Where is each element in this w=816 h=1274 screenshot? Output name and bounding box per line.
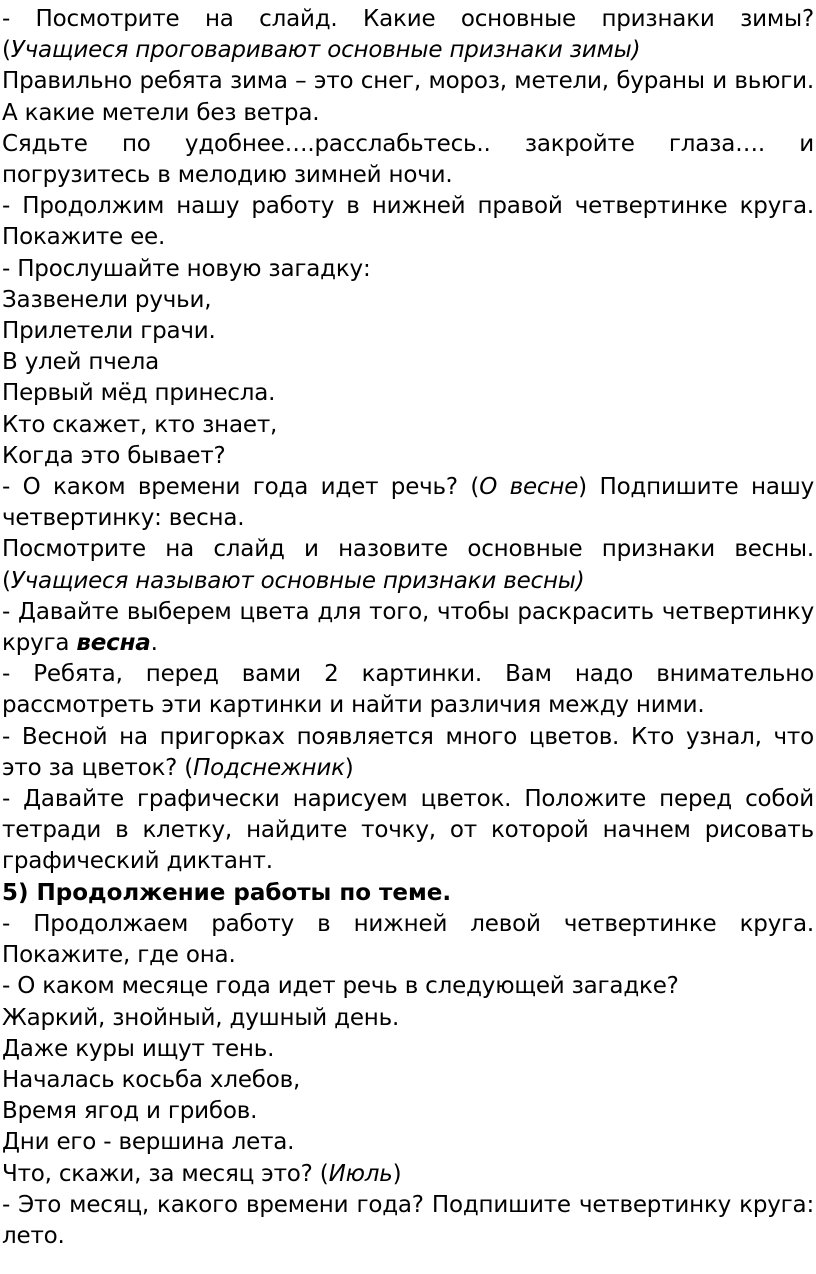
italic-answer: Подснежник: [193, 754, 345, 781]
italic-note: Учащиеся проговаривают основные признаки зимы): [10, 37, 641, 64]
section-heading: 5) Продолжение работы по теме.: [2, 879, 452, 906]
paragraph-graphic-dictation: - Давайте графически нарисуем цветок. Положите перед собой тетради в клетку, найдите точку, от которой начнем рисовать графический диктант.: [2, 786, 814, 875]
paragraph-lower-right-quarter: - Продолжим нашу работу в нижней правой четвертинке круга. Покажите ее.: [2, 193, 814, 251]
riddle-line: Прилетели грачи.: [2, 318, 216, 345]
bold-italic-word: весна: [76, 630, 151, 657]
riddle-line: Зазвенели ручьи,: [2, 286, 212, 313]
paragraph-summer: - Это месяц, какого времени года? Подпишите четвертинку круга: лето.: [2, 1191, 814, 1249]
paragraph-spring-question: - О каком времени года идет речь? (О весне) Подпишите нашу четвертинку: весна.: [2, 474, 814, 532]
riddle-line: В улей пчела: [2, 349, 159, 376]
paragraph-lower-left-quarter: - Продолжаем работу в нижней левой четвертинке круга. Покажите, где она.: [2, 910, 814, 969]
riddle-line: Началась косьба хлебов,: [2, 1066, 301, 1093]
riddle-line: Даже куры ищут тень.: [2, 1035, 275, 1062]
paragraph-spring-signs: Посмотрите на слайд и назовите основные признаки весны. (Учащиеся называют основные признаки весны): [2, 536, 814, 594]
italic-note: Учащиеся называют основные признаки весны): [10, 567, 585, 594]
paragraph-winter-answer: Правильно ребята зима – это снег, мороз, метели, бураны и вьюги. А какие метели без ветра.: [2, 68, 814, 126]
paragraph-spring-colors: - Давайте выберем цвета для того, чтобы раскрасить четвертинку круга весна.: [2, 598, 814, 657]
riddle-line: Время ягод и грибов.: [2, 1098, 258, 1125]
riddle-line: Когда это бывает?: [2, 442, 226, 469]
riddle-line: Дни его - вершина лета.: [2, 1129, 295, 1156]
italic-answer: Июль: [328, 1160, 393, 1187]
riddle-line-answer: Что, скажи, за месяц это? (Июль): [2, 1160, 402, 1187]
italic-answer: О весне: [479, 474, 579, 501]
paragraph-two-pictures: - Ребята, перед вами 2 картинки. Вам надо внимательно рассмотреть эти картинки и найти различия между ними.: [2, 661, 814, 719]
paragraph-month-question: - О каком месяце года идет речь в следующей загадке?: [2, 973, 679, 1000]
riddle-line: Кто скажет, кто знает,: [2, 411, 278, 438]
paragraph-winter-signs: - Посмотрите на слайд. Какие основные признаки зимы? (Учащиеся проговаривают основные признаки зимы): [2, 6, 814, 64]
paragraph-relax: Сядьте по удобнее….расслабьтесь.. закройте глаза…. и погрузитесь в мелодию зимней ночи.: [2, 130, 814, 189]
riddle-line: Жаркий, знойный, душный день.: [2, 1004, 400, 1031]
paragraph-snowdrop: - Весной на пригорках появляется много цветов. Кто узнал, что это за цветок? (Подснежник): [2, 723, 814, 781]
riddle-line: Первый мёд принесла.: [2, 380, 276, 407]
paragraph-new-riddle: - Прослушайте новую загадку:: [2, 255, 371, 282]
